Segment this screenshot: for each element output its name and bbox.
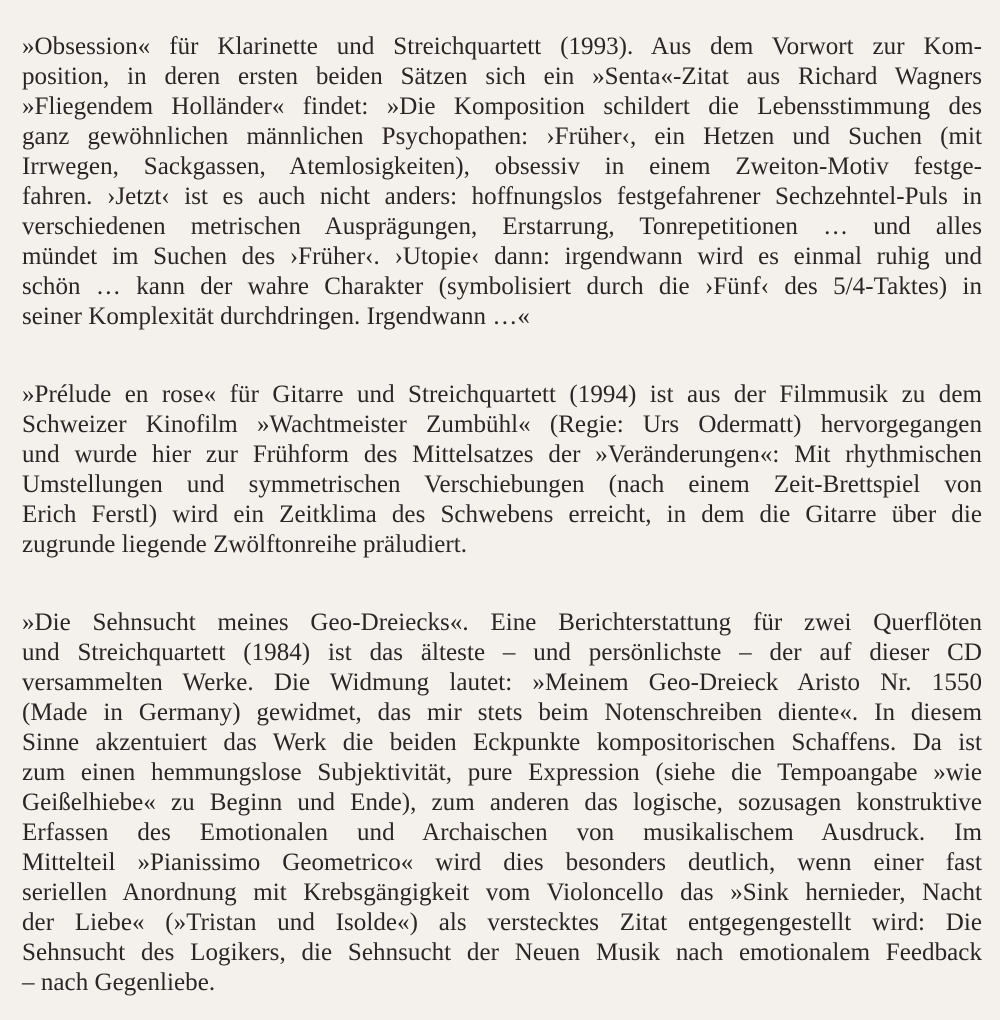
text-line: (Made in Germany) gewidmet, das mir stets beim Notenschreiben diente«. In diesem bbox=[22, 699, 982, 726]
text-line: Schweizer Kinofilm »Wachtmeister Zumbühl« (Regie: Urs Odermatt) hervorgegangen bbox=[22, 411, 982, 438]
text-line: Sehnsucht des Logikers, die Sehnsucht der Neuen Musik nach emotionalem Feedback bbox=[22, 939, 982, 966]
text-line: und wurde hier zur Frühform des Mittelsatzes der »Veränderungen«: Mit rhythmischen bbox=[22, 441, 982, 468]
text-line: zum einen hemmungslose Subjektivität, pure Expression (siehe die Tempoangabe »wie bbox=[22, 759, 982, 786]
text-line: Erfassen des Emotionalen und Archaischen von musikalischem Ausdruck. Im bbox=[22, 819, 982, 846]
text-line: – nach Gegenliebe. bbox=[22, 969, 216, 996]
text-line: zugrunde liegende Zwölftonreihe präludiert. bbox=[22, 531, 468, 558]
text-line: »Prélude en rose« für Gitarre und Streichquartett (1994) ist aus der Filmmusik zu dem bbox=[22, 381, 982, 408]
text-line: »Obsession« für Klarinette und Streichquartett (1993). Aus dem Vorwort zur Kom- bbox=[22, 33, 982, 60]
text-line: und Streichquartett (1984) ist das älteste – und persönlichste – der auf dieser CD bbox=[22, 639, 982, 666]
text-line: »Die Sehnsucht meines Geo-Dreiecks«. Eine Berichterstattung für zwei Querflöten bbox=[22, 609, 982, 636]
text-line: Erich Ferstl) wird ein Zeitklima des Schwebens erreicht, in dem die Gitarre über die bbox=[22, 501, 982, 528]
text-line: schön … kann der wahre Charakter (symbolisiert durch die ›Fünf‹ des 5/4-Taktes) in bbox=[22, 273, 982, 300]
text-line: der Liebe« (»Tristan und Isolde«) als verstecktes Zitat entgegengestellt wird: Die bbox=[22, 909, 982, 936]
text-line: »Fliegendem Holländer« findet: »Die Komposition schildert die Lebensstimmung des bbox=[22, 93, 982, 120]
text-line: seriellen Anordnung mit Krebsgängigkeit vom Violoncello das »Sink hernieder, Nacht bbox=[22, 879, 982, 906]
paragraph-prelude-en-rose bbox=[22, 380, 982, 560]
text-line: mündet im Suchen des ›Früher‹. ›Utopie‹ dann: irgendwann wird es einmal ruhig und bbox=[22, 243, 982, 270]
text-line: seiner Komplexität durchdringen. Irgendwann …« bbox=[22, 303, 530, 330]
text-line: fahren. ›Jetzt‹ ist es auch nicht anders: hoffnungslos festgefahrener Sechzehntel-Puls in bbox=[22, 183, 982, 210]
text-line: versammelten Werke. Die Widmung lautet: »Meinem Geo-Dreieck Aristo Nr. 1550 bbox=[22, 669, 982, 696]
paragraph-sehnsucht-geo-dreieck bbox=[22, 608, 982, 998]
text-line: Sinne akzentuiert das Werk die beiden Eckpunkte kompositorischen Schaffens. Da ist bbox=[22, 729, 982, 756]
paragraph-obsession bbox=[22, 32, 982, 332]
text-line: Irrwegen, Sackgassen, Atemlosigkeiten), obsessiv in einem Zweiton-Motiv festge- bbox=[22, 153, 982, 180]
text-line: Geißelhiebe« zu Beginn und Ende), zum anderen das logische, sozusagen konstruktive bbox=[22, 789, 982, 816]
text-line: verschiedenen metrischen Ausprägungen, Erstarrung, Tonrepetitionen … und alles bbox=[22, 213, 982, 240]
text-line: ganz gewöhnlichen männlichen Psychopathen: ›Früher‹, ein Hetzen und Suchen (mit bbox=[22, 123, 982, 150]
text-line: Umstellungen und symmetrischen Verschiebungen (nach einem Zeit-Brettspiel von bbox=[22, 471, 982, 498]
text-line: position, in deren ersten beiden Sätzen sich ein »Senta«-Zitat aus Richard Wagners bbox=[22, 63, 982, 90]
text-line: Mittelteil »Pianissimo Geometrico« wird dies besonders deutlich, wenn einer fast bbox=[22, 849, 982, 876]
